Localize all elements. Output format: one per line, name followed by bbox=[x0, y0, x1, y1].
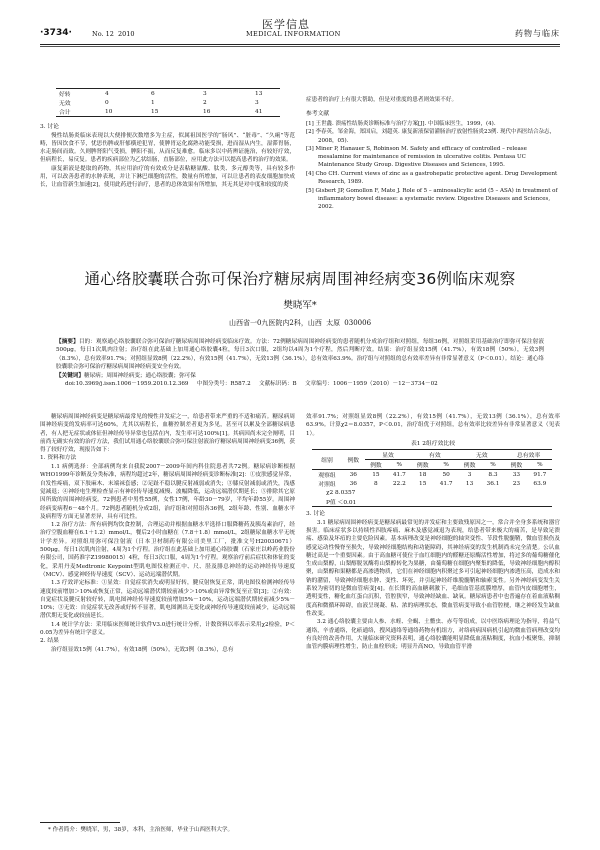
references-title: 参考文献 bbox=[306, 111, 330, 118]
clc-number: 中图分类号：R587.2 bbox=[196, 381, 251, 388]
reference-item: [3] Miner P, Hanauer S, Robinson M. Safety and efficacy of controlled – release mesalamine for maintenance of remission in ulcerative colitis. Pentasa UC Maintenance Study Group. Digestive Diseases and Sciences, 1995. bbox=[306, 146, 527, 169]
article-title: 通心络胶囊联合弥可保治疗糖尿病周围神经病变36例临床观察 bbox=[84, 270, 516, 288]
table-header-row: 例数 % 例数 % 例数 % 例数 % bbox=[312, 460, 552, 470]
table-row: 无效 0 1 2 3 bbox=[59, 99, 259, 107]
efficacy-table bbox=[312, 449, 552, 507]
section-heading: 1. 资料和方法 bbox=[40, 455, 77, 462]
top-outcome-table bbox=[56, 88, 280, 117]
paragraph: 3.1 糖尿病周围神经病变是糖尿病最常见的并发症和主要致残原因之一，常合并全身多系统和器官损害。临床症状多以持续性四肢疼痛、麻木及感觉减退为表现，给患者带来极大的痛苦，是导致足溃疡、感染及坏疽的主要危险因素。基本病理改变是神经细胞的轴突变性、节段性脱髓鞘，微血管损伤及感觉运动性慢脊至损失，导致神经细胞结构和功能障碍，其神经病变的发生机制尚未完全清楚。公认血糖过高是一个重要因素。由于高血糖可使位于血红细胞内的醛糖还原酶活性增加，将过多的葡萄糖催化生成山梨醇，山梨醇脱氢酶将山梨醇转化为果糖，由葡萄糖在细胞内聚集的降低，导致神经细胞内醇积聚，山梨醇和果糖都是高渗透物质，它们在神经细胞内积聚过多可引起神经细胞内渗透压高，造成水和钠的潴留，导致神经细胞水肿、变性、坏死，并引起神经纤维脱髓鞘和轴索变性。另外神经病变发生关系较为密切的是微血管病变[4]。在长期的高血糖刺激下，毛细血管基底膜增厚，血管内皮细胞增生，透明变性，糖化血红蛋白沉积，管腔狭窄，导致神经缺血、缺氧。糖尿病患者中也普遍存在着血液粘稠度高和微循环障碍，血液呈现凝、粘、浓的病理状态，微血管病变导致小血管腔梗，继之神经发生缺血性改变。 bbox=[306, 519, 560, 617]
top-left-column bbox=[40, 123, 295, 190]
paragraph: 1.1 病例选择：全部病例均来自我院2007－2009年间内科住院患者共72例。糖尿病诊断根据WHO1999年诊断及分类标准，病程均超过2年，糖尿病周围神经病变诊断标准[2]：①皮肤感觉异常，自发性疼痛，双下肢麻木、末端袜套感；②足趾不稳以腱反射减弱或消失；③膝反射减弱或消失，浅感觉减退；④神经电生理检查显示有神经传导速度减慢、波幅降低，运动远端潜伏期延长；⑤排除其它原因所致的周围神经病变。72例患者中男性55例，女性17例，年龄30－79岁，平均年龄55岁。周围神经病变病程6－48个月。72例患者随机分成2组，治疗组和对照组各36例，2组年龄、性别、血糖水平及病程等方面无显著差异，具有可比性。 bbox=[40, 464, 295, 520]
table-header-row: 组别 例数 显效 有效 无效 总有效率 bbox=[312, 450, 552, 460]
header-rule-thin bbox=[40, 46, 560, 47]
header-rule bbox=[40, 44, 560, 45]
table-row: χ2 8.0357 bbox=[326, 489, 356, 496]
table-row: 合计 10 15 16 41 bbox=[59, 108, 263, 116]
section-heading: 3. 讨论 bbox=[40, 124, 59, 130]
table-row: 好转 4 6 3 13 bbox=[56, 89, 280, 99]
table-title: 表1 2组疗效比较 bbox=[410, 440, 455, 447]
header-issue: No. 12 bbox=[92, 30, 114, 38]
header-journal-cn: 医学信息 bbox=[262, 18, 310, 31]
abstract-label: 【摘要】 bbox=[56, 339, 79, 345]
header-journal-en: MEDICAL INFORMATION bbox=[246, 30, 341, 38]
reference-item: [4] Cho CH. Current views of zinc as a gastrohepatic protective agent. Drug Development Research, 1989. bbox=[306, 170, 558, 186]
header-page-number: ·3734· bbox=[40, 28, 72, 38]
table-row: 观察组 36 15 41.7 18 50 3 8.3 33 91.7 bbox=[318, 471, 547, 480]
paragraph: 康复新液是提取的药物，其应用治疗的有效成分是表粘糖氨酸、肽类、多元醇类等，具有较多作用，可以改善患者的水肿表现，并让下淋巴细胞的活性，数量有所增加，可以让患者的表皮细胞加快成长，让血管新生加速[2]，使用此药进行治疗，患者的总体效果有所增加，其无其是对中度和较度的炎 bbox=[40, 165, 295, 189]
paragraph: 糖尿病周围神经病变是糖尿病最常见的慢性并发症之一，给患者带来严重的不适和痛苦。糖尿病周围神经病变的发病率可达60%，尤其以病程长，血糖控制差者更为多见，甚至可以累及全部糖尿病患者，有人把无症状或体征但神经传导异常也包括在内，发生率可达100%[1]。其病因尚未完全阐明，目前尚无确实有效的治疗方法，我们试用通心络胶囊联合弥可保注射液治疗糖尿病周围神经病变36例，获得了较好疗效，现报告如下： bbox=[40, 414, 295, 454]
abstract-block bbox=[56, 338, 544, 389]
paragraph: 1.4 统计学方法：采用临床医师统计软件V3.0进行统计分析，计数资料以率表示采用χ2检验，P＜0.05为差异有统计学意义。 bbox=[40, 621, 295, 637]
section-heading: 2. 结果 bbox=[40, 638, 59, 645]
footnote: * 作者简介：樊晓军，男，38岁，本科，主治医师，毕业于山西医科大学。 bbox=[48, 827, 234, 833]
paragraph: 1.3 疗效评定标准：①显效：自觉症状消失或明显好转，腱反射恢复正常，肌电图仪检测神经传导速度较前增加＞10%或恢复正常，运动远端潜伏期较前减少＞10%或由异常恢复至正常[3]；②有效：自觉症状及腱反射较好转，肌电图神经传导速度较前增加5%－10%，运动远端潜伏期较前减少5%－10%；③无效：自觉症状无改善或好转不显著，肌电图测出无变化或神经传导速度较前减少，运动远端潜伏期无变化或较前延长。 bbox=[40, 580, 295, 620]
paragraph: 效率91.7%；对照组显效8例（22.2%），有效15例（41.7%），无效13例（36.1%），总有效率63.9%。计算χ2＝8.0357，P＜0.01，治疗组优于对照组，总有效率比较差异有非常显著意义（见表1）。 bbox=[306, 414, 560, 437]
header-section: 药物与临床 bbox=[515, 29, 560, 38]
section-heading: 3. 讨论 bbox=[306, 511, 325, 518]
reference-item: [2] 李春英，邹金海，郑国启，刘超英. 康复新液保留灌肠治疗放射性肠炎23例. 现代中西医结合杂志，2008，05). bbox=[306, 129, 556, 144]
abstract-text: 目的：观察通心络胶囊联合弥可保治疗糖尿病周围神经病变临床疗效。方法：72例糖尿病周围神经病变的患者随机分成治疗组和对照组，每组36例，对照组采用基础治疗即弥可保注射液500μg，每日1次肌肉注射；治疗组在此基础上加用通心络胶囊4粒，每日3次口服，2组均以4周为1个疗程，然后判断疗效。结果：治疗组显效15例（41.7%），有效18例（50%），无效3例（8.3%），总有效率91.7%；对照组显效8例（22.2%），有效15例（41.7%），无效13例（36.1%），总有效率63.9%。治疗组与对照组的总有效率差异有非常显著意义（P＜0.01）。结论：通心络胶囊联合弥可保治疗糖尿病周围神经病变安全有效。 bbox=[56, 339, 544, 370]
paragraph: 慢性结肠炎临床表现以大便排便次数增多为主症，似属祖国医学的“肠风”、“脏毒”、“久痢”等范畴，皆因饮食不节，忧思伤脾或肝郁横逆犯胃，使脾胃运化腐熟功能受损，进而湿从内生，湿滞胃肠，水走肠间而致。久则脾肾阳气受损，脾阳不振，从而反复难愈。临床多以中药辨证施治，有较好疗效，但病程长，易反复。患者的疾病部位为乙状结肠，直肠部位，应用此方法可以提高患者的治疗的效果。 bbox=[40, 132, 295, 164]
header-year: 2010 bbox=[118, 30, 135, 38]
article-author: 樊晓军* bbox=[283, 300, 317, 311]
top-right-column bbox=[306, 96, 560, 211]
document-code: 文献标识码：B bbox=[258, 381, 297, 388]
keywords-text: 糖尿病；周围神经病变；通心络胶囊；弥可保 bbox=[83, 373, 196, 380]
keywords-label: 【关键词】 bbox=[56, 373, 84, 380]
paragraph: 1.2 治疗方法：所有病例均饮食控制，合理运动并根据血糖水平选择口服降糖药及胰岛素治疗，经治疗空腹血糖在6.1＋1.2）mmol/L，餐后2小时血糖在（7.8＋1.8）mmol/L，2组糖尿血糖水平无统计学差异。对照组用弥可保注射液（日本卫材制药有限公司美里工厂，批准文号H20030671）500μg，每日1次肌肉注射，4周为1个疗程。治疗组在此基础上加用通心络胶囊（石家庄以岭药业股份有限公司，国药准字Z19980015）4粒，每日3次口服，4周为1个疗程。观察治疗前后症状和体征的变化，采用丹麦Medtronic Keypoint型肌电图仪检测正中、尺、胫及腓总神经的运动神经传导速度（MCV）、感觉神经传导速度（SCV）、运动远端潜伏期。 bbox=[40, 522, 295, 578]
doi: doi:10.3969/j.issn.1006－1959.2010.12.369 bbox=[65, 381, 189, 388]
paragraph: 症患者的治疗上有很大帮助，但是对重度的患者则效果不好。 bbox=[306, 97, 458, 103]
paragraph: 治疗组显效15例（41.7%），有效18例（50%），无效3例（8.3%），总有 bbox=[51, 646, 234, 653]
footnote-rule bbox=[40, 822, 120, 823]
body-left-column bbox=[40, 413, 295, 654]
article-affiliation: 山西省一0九医院内2科，山西 太原 030006 bbox=[228, 319, 372, 327]
header bbox=[40, 16, 560, 46]
table-row: P值 ＜0.01 bbox=[326, 500, 357, 507]
article-number: 文章编号：1006－1959（2010）－12－3734－02 bbox=[305, 381, 438, 388]
reference-item: [5] Gisbert JP, Gomollon F, Mate J. Role of 5 – aminosalicylic acid (5 – ASA) in treatment of inflammatory bowel disease: a systematic review. Digestive Diseases and Sciences, 2002. bbox=[306, 187, 558, 210]
body-right-column bbox=[306, 413, 560, 651]
reference-item: [1] 王世鑫. 溃疡性结肠炎诊断标准与治疗方案[J]. 中国临床医生，1999，(4). bbox=[306, 120, 496, 127]
paragraph: 3.2 通心络胶囊主要由人参、水蛭、全蝎、土鳖虫、赤芍等组成，以中医络病理论为指导，将益气通络，辛香通络，化瘀通络，搜风通络等通络药物有机组方，对络病病因病机引起的微血管病理改变均有良好的改善作用，大量临床研究资料表明，通心络胶囊能明显降低血液粘稠度，抗血小板聚集，抑制血管内膜病理性增生，防止血栓形成；明显升高NO，导致血管平滑 bbox=[306, 619, 560, 651]
table-row: 对照组 36 8 22.2 15 41.7 13 36.1 23 63.9 bbox=[318, 480, 547, 489]
